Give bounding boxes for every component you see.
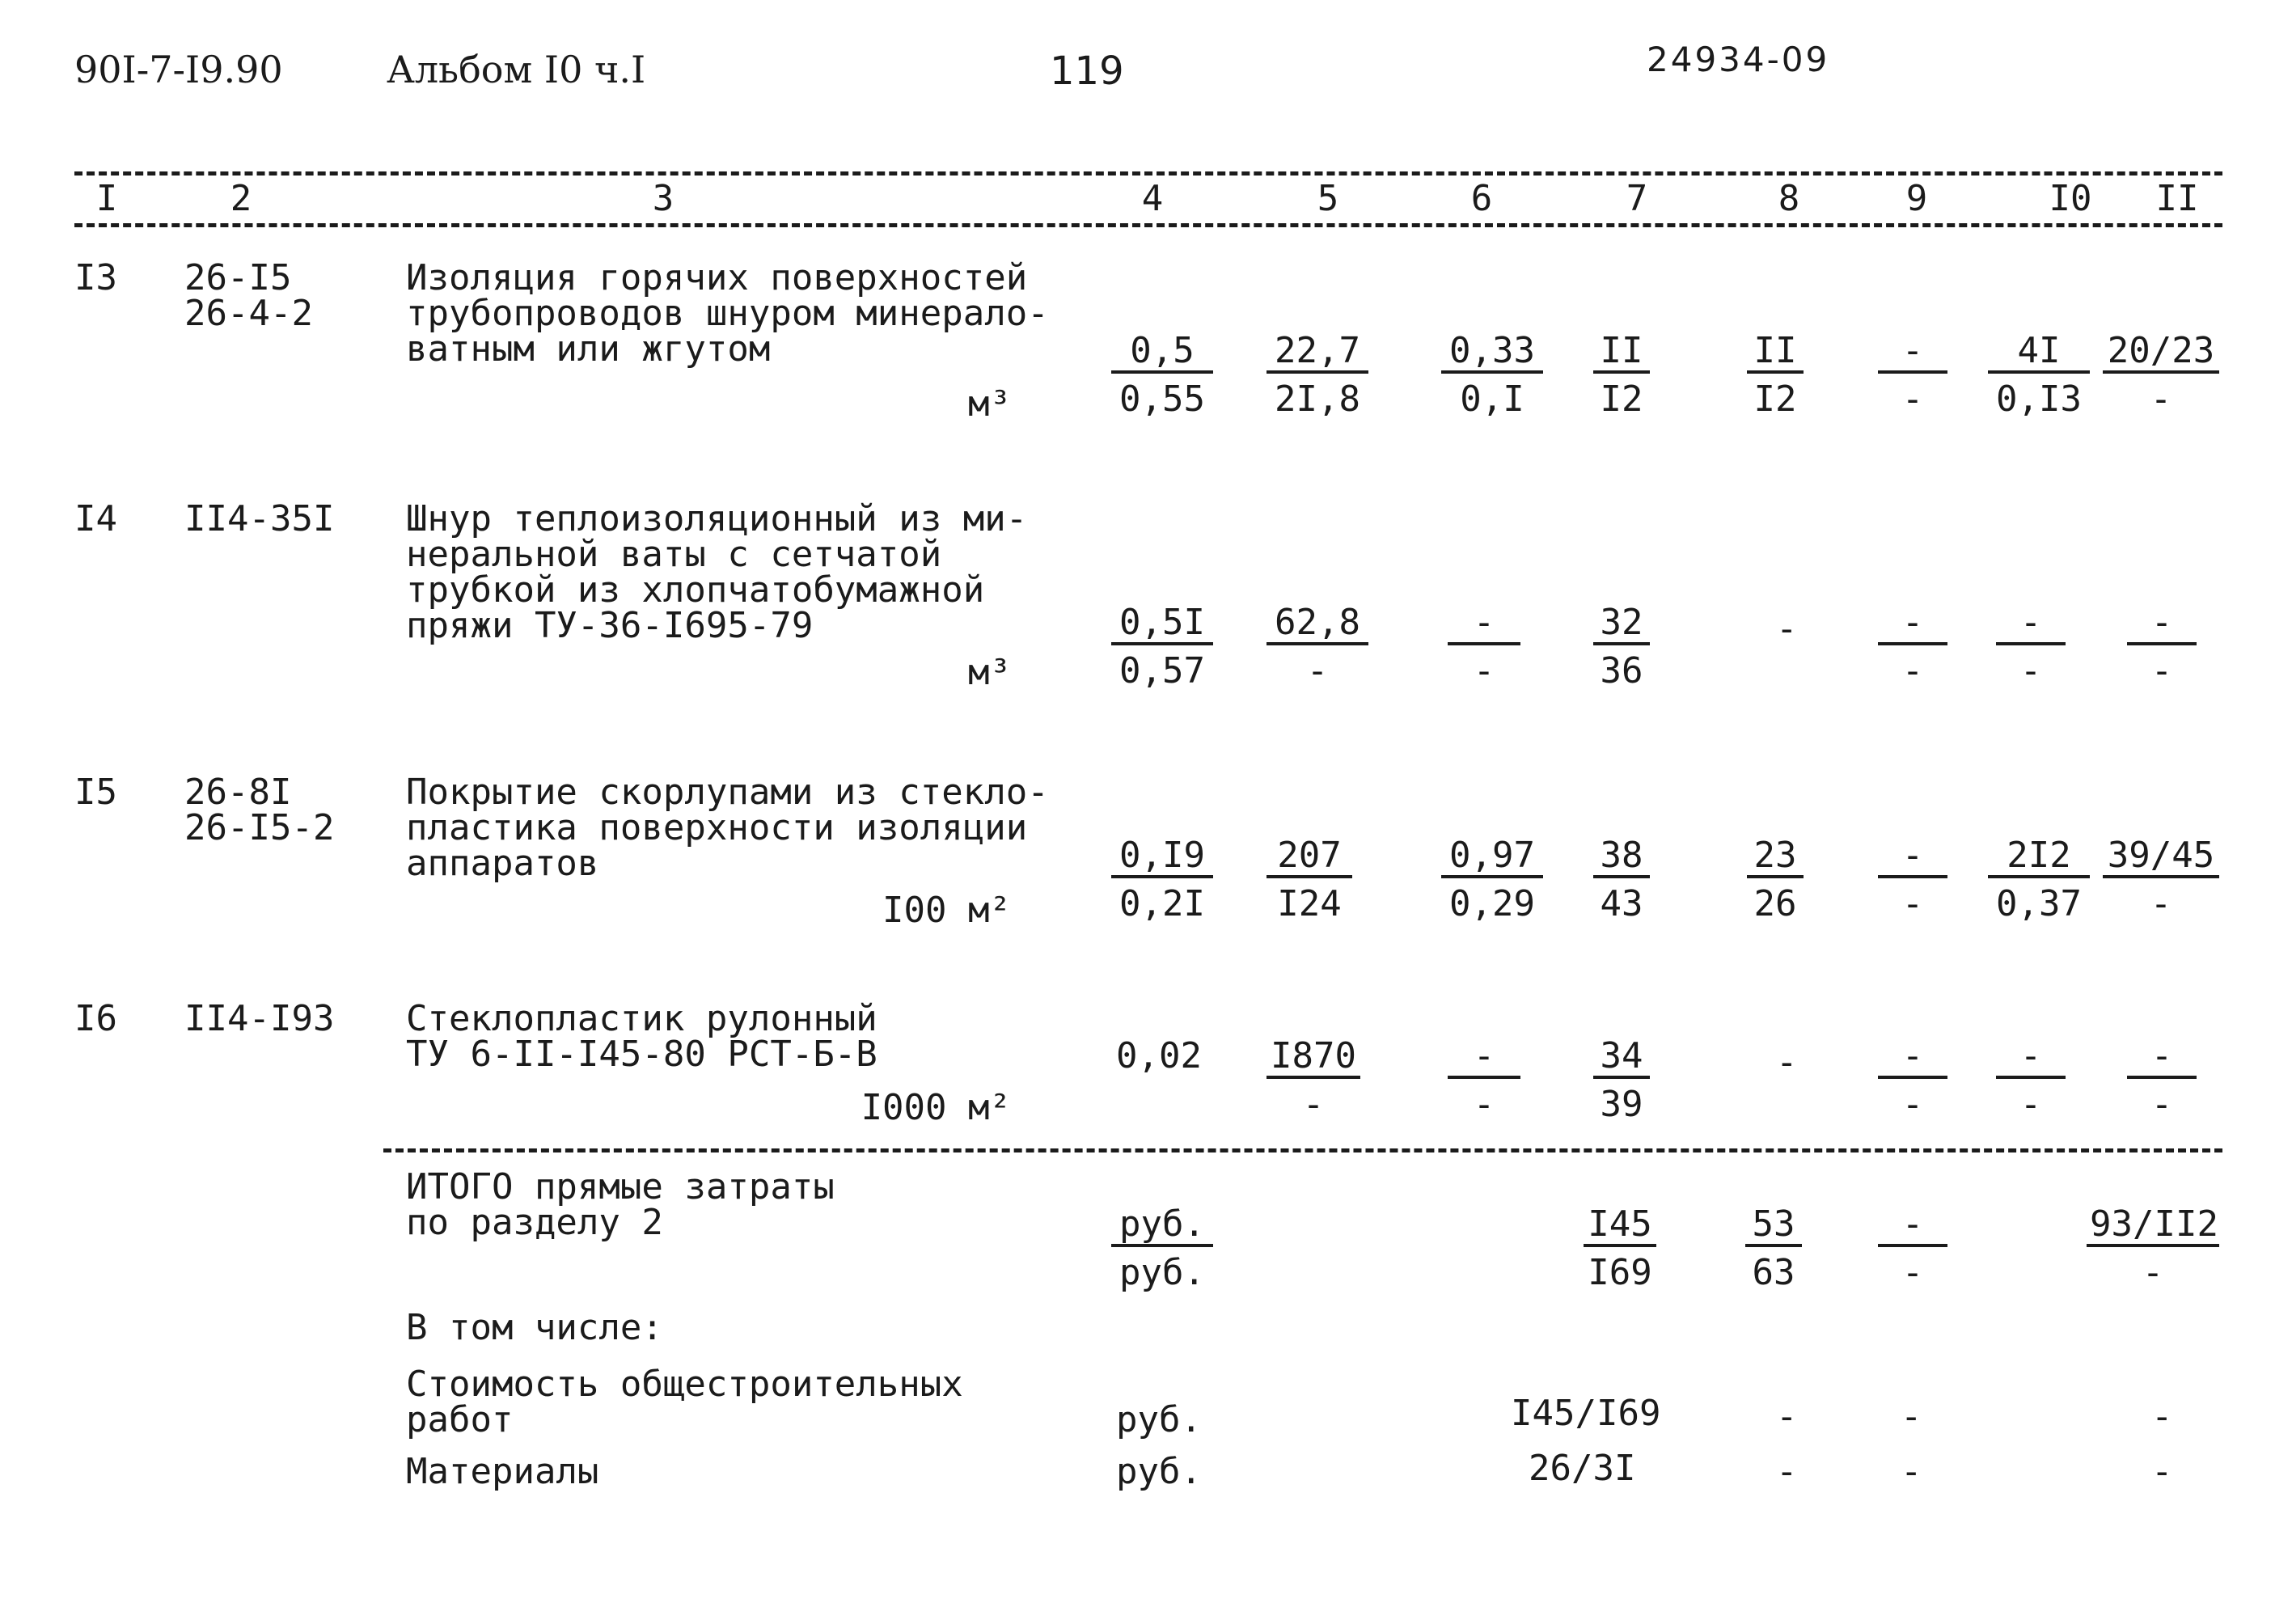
numerator: -	[1996, 603, 2066, 645]
description-line: Стеклопластик рулонный	[406, 998, 877, 1039]
denominator: -	[1901, 379, 1924, 420]
totals-label: по разделу 2	[406, 1202, 663, 1243]
value-col10	[1988, 332, 2090, 419]
value-col7	[1593, 836, 1650, 924]
denominator: 63	[1752, 1252, 1795, 1293]
page-number: 119	[1050, 49, 1124, 94]
value-col11	[2103, 332, 2219, 419]
denominator: I2	[1753, 379, 1797, 420]
value-col4	[1111, 603, 1213, 691]
document-code: 90I-7-I9.90	[74, 48, 283, 91]
column-header: 6	[1470, 178, 1493, 219]
value-col11	[2127, 1037, 2197, 1124]
description-line: Изоляция горячих поверхностей	[406, 257, 1028, 298]
value-col8	[1747, 836, 1804, 924]
denominator: 36	[1600, 650, 1643, 691]
value-col9	[1878, 603, 1947, 691]
denominator: -	[1901, 1084, 1924, 1125]
album-label: Альбом I0 ч.I	[387, 48, 646, 91]
denominator: 0,I	[1460, 379, 1524, 420]
totals-col9	[1878, 1205, 1947, 1292]
breakdown-unit: руб.	[1116, 1399, 1202, 1440]
value-col9	[1878, 332, 1947, 419]
value-col7	[1593, 603, 1650, 691]
value-col5	[1267, 332, 1368, 419]
value-col5	[1267, 1037, 1360, 1124]
numerator: 34	[1593, 1037, 1650, 1079]
value-col5	[1267, 603, 1368, 691]
row-number: I5	[74, 772, 117, 813]
breakdown-col9: -	[1901, 1396, 1922, 1437]
breakdown-col8: -	[1776, 1451, 1798, 1492]
row-number: I3	[74, 257, 117, 298]
description-line: Покрытие скорлупами из стекло-	[406, 772, 1049, 813]
denominator: 26	[1753, 883, 1797, 924]
value-col4: 0,02	[1116, 1035, 1202, 1076]
description-line: ТУ 6-II-I45-80 РСТ-Б-В	[406, 1034, 877, 1075]
totals-label: ИТОГО прямые затраты	[406, 1166, 835, 1207]
denominator: -	[2019, 1084, 2042, 1125]
numerator: 0,33	[1441, 332, 1543, 374]
numerator: 20/23	[2103, 332, 2219, 374]
breakdown-col9: -	[1901, 1451, 1922, 1492]
denominator: -	[1302, 1084, 1325, 1125]
value-col7	[1593, 332, 1650, 419]
value-col10	[1996, 603, 2066, 691]
value-col11	[2127, 603, 2197, 691]
numerator: -	[1448, 603, 1520, 645]
description-line: аппаратов	[406, 843, 599, 884]
column-header: 2	[230, 178, 252, 219]
denominator: -	[1901, 883, 1924, 924]
denominator: I2	[1600, 379, 1643, 420]
denominator: 39	[1600, 1084, 1643, 1125]
unit-label: I00 м²	[882, 890, 1011, 931]
value-col7	[1593, 1037, 1650, 1124]
denominator: 0,37	[1996, 883, 2082, 924]
numerator: руб.	[1111, 1205, 1213, 1247]
numerator: -	[1996, 1037, 2066, 1079]
value-col6	[1441, 836, 1543, 924]
column-header: 7	[1626, 178, 1648, 219]
numerator: I45	[1584, 1205, 1656, 1247]
denominator: -	[1901, 650, 1924, 691]
denominator: I69	[1588, 1252, 1652, 1293]
column-header: II	[2155, 178, 2199, 219]
value-col4	[1111, 836, 1213, 924]
norm-code: 26-I5	[184, 257, 292, 298]
column-header: I	[95, 178, 118, 219]
breakdown-label: работ	[406, 1399, 514, 1440]
breakdown-value: 26/3I	[1529, 1448, 1636, 1489]
breakdown-label: Материалы	[406, 1451, 599, 1492]
numerator: 2I2	[1988, 836, 2090, 878]
description-line: трубкой из хлопчатобумажной	[406, 569, 985, 611]
denominator: -	[2150, 1084, 2173, 1125]
totals-col8	[1745, 1205, 1802, 1292]
numerator: I870	[1267, 1037, 1360, 1079]
value-col4	[1111, 332, 1213, 419]
value-col6	[1441, 332, 1543, 419]
denominator: -	[1473, 1084, 1495, 1125]
norm-code: II4-35I	[184, 498, 335, 539]
denominator: 0,55	[1119, 379, 1205, 420]
totals-col11	[2087, 1205, 2219, 1292]
norm-code: II4-I93	[184, 998, 335, 1039]
numerator: -	[2127, 603, 2197, 645]
denominator: -	[2150, 883, 2172, 924]
value-col6	[1448, 1037, 1520, 1124]
value-col10	[1988, 836, 2090, 924]
breakdown-value: I45/I69	[1511, 1393, 1661, 1434]
column-header: 4	[1141, 178, 1164, 219]
numerator: 23	[1747, 836, 1804, 878]
unit-label: I000 м²	[861, 1087, 1011, 1128]
description-line: трубопроводов шнуром минерало-	[406, 293, 1049, 334]
denominator: -	[1901, 1252, 1924, 1293]
column-header: 5	[1317, 178, 1339, 219]
numerator: 53	[1745, 1205, 1802, 1247]
denominator: I24	[1277, 883, 1342, 924]
denominator: -	[1306, 650, 1329, 691]
description-line: пластика поверхности изоляции	[406, 807, 1028, 848]
description-line: неральной ваты с сетчатой	[406, 534, 942, 575]
numerator: 38	[1593, 836, 1650, 878]
value-col8	[1747, 332, 1804, 419]
breakdown-heading: В том числе:	[406, 1307, 663, 1348]
value-col9	[1878, 836, 1947, 924]
totals-col7	[1584, 1205, 1656, 1292]
numerator: -	[1878, 603, 1947, 645]
denominator: -	[2150, 650, 2173, 691]
numerator: 0,I9	[1111, 836, 1213, 878]
row-number: I4	[74, 498, 117, 539]
value-col10	[1996, 1037, 2066, 1124]
numerator: 0,5	[1111, 332, 1213, 374]
row-number: I6	[74, 998, 117, 1039]
unit-label: м³	[968, 652, 1011, 693]
totals-rule	[383, 1148, 2222, 1152]
denominator: руб.	[1119, 1252, 1205, 1293]
norm-code: 26-4-2	[184, 293, 313, 334]
numerator: -	[1878, 1205, 1947, 1247]
numerator: 32	[1593, 603, 1650, 645]
archive-number: 24934-09	[1647, 40, 1830, 79]
numerator: -	[1878, 836, 1947, 878]
breakdown-col11: -	[2151, 1451, 2173, 1492]
numerator: 62,8	[1267, 603, 1368, 645]
numerator: 0,97	[1441, 836, 1543, 878]
column-header: 8	[1778, 178, 1800, 219]
breakdown-col11: -	[2151, 1396, 2173, 1437]
denominator: -	[2142, 1252, 2164, 1293]
numerator: -	[1878, 1037, 1947, 1079]
denominator: -	[2019, 650, 2042, 691]
numerator: 93/II2	[2087, 1205, 2219, 1247]
denominator: -	[1473, 650, 1495, 691]
numerator: -	[1448, 1037, 1520, 1079]
totals-unit	[1111, 1205, 1213, 1292]
description-line: ватным или жгутом	[406, 328, 771, 370]
numerator: -	[1878, 332, 1947, 374]
numerator: II	[1593, 332, 1650, 374]
denominator: 43	[1600, 883, 1643, 924]
numerator: -	[2127, 1037, 2197, 1079]
breakdown-label: Стоимость общестроительных	[406, 1364, 963, 1405]
norm-code: 26-8I	[184, 772, 292, 813]
numerator: 207	[1267, 836, 1352, 878]
denominator: -	[2150, 379, 2172, 420]
breakdown-unit: руб.	[1116, 1451, 1202, 1492]
value-col8: -	[1776, 608, 1798, 649]
numerator: 0,5I	[1111, 603, 1213, 645]
numerator: 39/45	[2103, 836, 2219, 878]
value-col6	[1448, 603, 1520, 691]
value-col8: -	[1776, 1042, 1798, 1083]
column-header: I0	[2049, 178, 2092, 219]
numerator: 4I	[1988, 332, 2090, 374]
description-line: Шнур теплоизоляционный из ми-	[406, 498, 1028, 539]
column-header: 3	[652, 178, 674, 219]
numerator: II	[1747, 332, 1804, 374]
unit-label: м³	[968, 383, 1011, 425]
header-bottom-rule	[74, 223, 2222, 227]
breakdown-col8: -	[1776, 1396, 1798, 1437]
norm-code: 26-I5-2	[184, 807, 335, 848]
column-header: 9	[1905, 178, 1928, 219]
denominator: 0,I3	[1996, 379, 2082, 420]
denominator: 2I,8	[1275, 379, 1360, 420]
numerator: 22,7	[1267, 332, 1368, 374]
description-line: пряжи ТУ-36-I695-79	[406, 605, 814, 646]
value-col5	[1267, 836, 1352, 924]
denominator: 0,2I	[1119, 883, 1205, 924]
denominator: 0,29	[1449, 883, 1535, 924]
table-top-rule	[74, 171, 2222, 176]
value-col9	[1878, 1037, 1947, 1124]
value-col11	[2103, 836, 2219, 924]
denominator: 0,57	[1119, 650, 1205, 691]
